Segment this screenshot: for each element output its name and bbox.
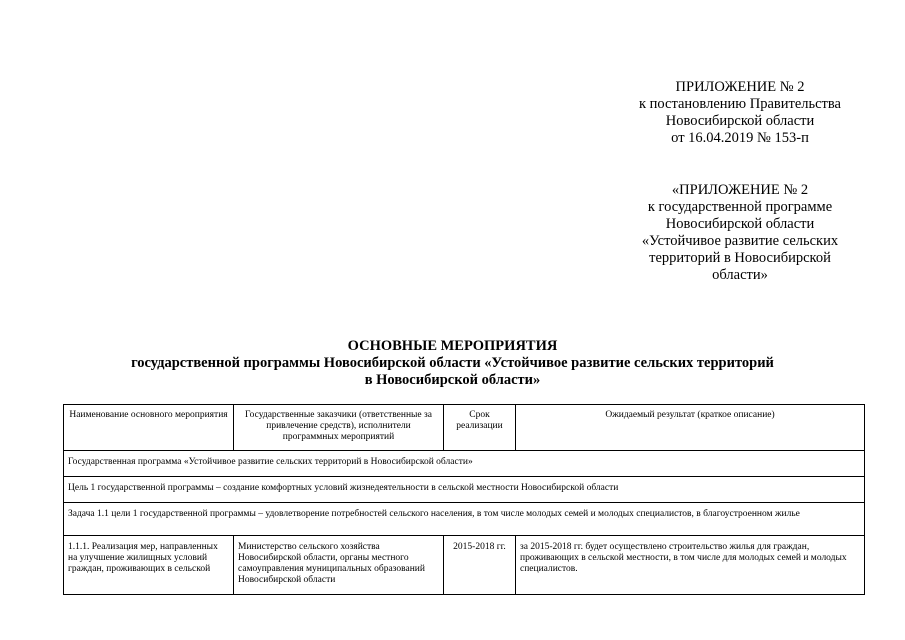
program-appendix-line: области» [712,267,768,283]
table-row [64,536,865,595]
measure-result-cell: за 2015-2018 гг. будет осуществлено строительство жилья для граждан, проживающих в сельской местности, в том числе для молодых семей и молодых специалистов. [516,536,865,595]
program-cell: Государственная программа «Устойчивое развитие сельских территорий в Новосибирской области» [64,451,865,477]
program-appendix-line: территорий в Новосибирской [649,250,831,266]
document-title [0,338,905,389]
program-appendix-line: Новосибирской области [665,216,815,232]
appendix-line: от 16.04.2019 № 153-п [671,130,809,146]
appendix-resolution-block [612,79,868,147]
appendix-line: Новосибирской области [665,113,815,129]
header-cell-customer: Государственные заказчики (ответственные за привлечение средств), исполнители программных мероприятий [234,405,444,451]
goal-row [64,477,865,503]
title-line: в Новосибирской области» [364,372,541,388]
measures-table [63,404,865,595]
task-cell: Задача 1.1 цели 1 государственной программы – удовлетворение потребностей сельского населения, в том числе молодых семей и молодых специалистов, в благоустроенном жилье [64,503,865,536]
program-appendix-line: «Устойчивое развитие сельских [641,233,839,249]
appendix-line: к постановлению Правительства [639,96,841,112]
header-cell-result: Ожидаемый результат (краткое описание) [516,405,865,451]
table-header-row [64,405,865,451]
appendix-program-block [612,182,868,284]
appendix-line: ПРИЛОЖЕНИЕ № 2 [675,79,805,95]
goal-cell: Цель 1 государственной программы – создание комфортных условий жизнедеятельности в сельской местности Новосибирской области [64,477,865,503]
measure-period-cell: 2015-2018 гг. [444,536,516,595]
title-line: ОСНОВНЫЕ МЕРОПРИЯТИЯ [347,338,558,354]
program-appendix-line: к государственной программе [647,199,833,215]
measure-name-cell: 1.1.1. Реализация мер, направленных на улучшение жилищных условий граждан, проживающих в сельской [64,536,234,595]
header-cell-period: Срок реализации [444,405,516,451]
header-cell-name: Наименование основного мероприятия [64,405,234,451]
program-row [64,451,865,477]
measure-customer-cell: Министерство сельского хозяйства Новосибирской области, органы местного самоуправления муниципальных образований Новосибирской области [234,536,444,595]
task-row [64,503,865,536]
program-appendix-line: «ПРИЛОЖЕНИЕ № 2 [671,182,809,198]
title-line: государственной программы Новосибирской области «Устойчивое развитие сельских территорий [131,355,774,371]
